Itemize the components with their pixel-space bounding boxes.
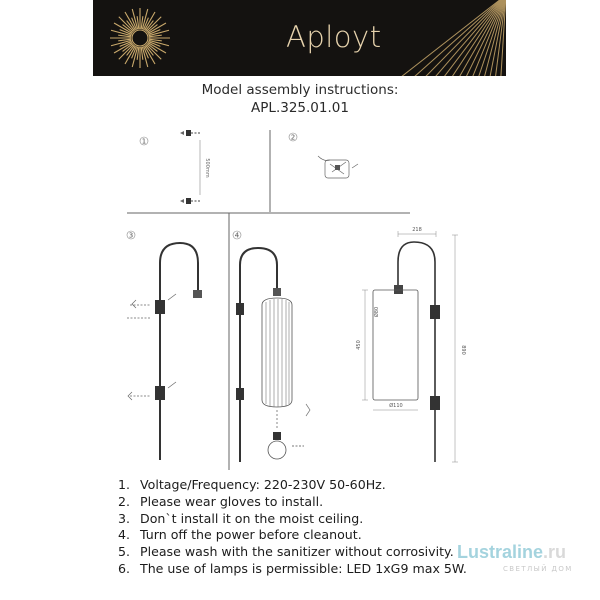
- instruction-item: 5. Please wash with the sanitizer without corrosivity.: [118, 544, 454, 560]
- instruction-list: [118, 477, 467, 578]
- dim-shade-length: 450: [356, 340, 362, 350]
- page-title: Model assembly instructions:: [201, 82, 399, 98]
- dim-width-top: 218: [412, 227, 422, 233]
- instruction-item: 2. Please wear gloves to install.: [118, 493, 324, 509]
- panel-2-wiring-detail: [318, 156, 358, 178]
- panel-1-wall-mounts: [180, 130, 210, 204]
- watermark-subtitle: СВЕТЛЫЙ ДОМ: [503, 565, 573, 573]
- model-number: APL.325.01.01: [251, 100, 349, 116]
- panel-label-3: 3: [128, 231, 134, 240]
- dim-shade-diameter: Ø110: [389, 403, 403, 409]
- dimension-drawing: [356, 227, 466, 462]
- instruction-item: 4. Turn off the power before cleanout.: [118, 527, 362, 543]
- dim-inner: Ø80: [374, 306, 380, 318]
- assembly-diagram: [0, 118, 600, 473]
- panel-label-2: 2: [290, 133, 296, 142]
- instruction-item: 1. Voltage/Frequency: 220-230V 50-60Hz.: [118, 477, 386, 492]
- watermark: Lustraline.ru: [457, 542, 567, 562]
- panel-4-lamp-shade: [236, 248, 310, 462]
- brand-banner: [93, 0, 506, 76]
- dim-total-height: 890: [460, 345, 466, 355]
- panel-label-1: 1: [141, 137, 147, 146]
- panel-label-4: 4: [234, 231, 240, 240]
- panel-3-rod-assembly: [127, 243, 202, 460]
- brand-name: Aployt: [286, 20, 382, 54]
- instruction-item: 3. Don`t install it on the moist ceiling.: [118, 510, 364, 526]
- instruction-item: 6. The use of lamps is permissible: LED 1xG9 max 5W.: [118, 560, 467, 576]
- dim-mount-spacing: 500mm: [204, 158, 210, 178]
